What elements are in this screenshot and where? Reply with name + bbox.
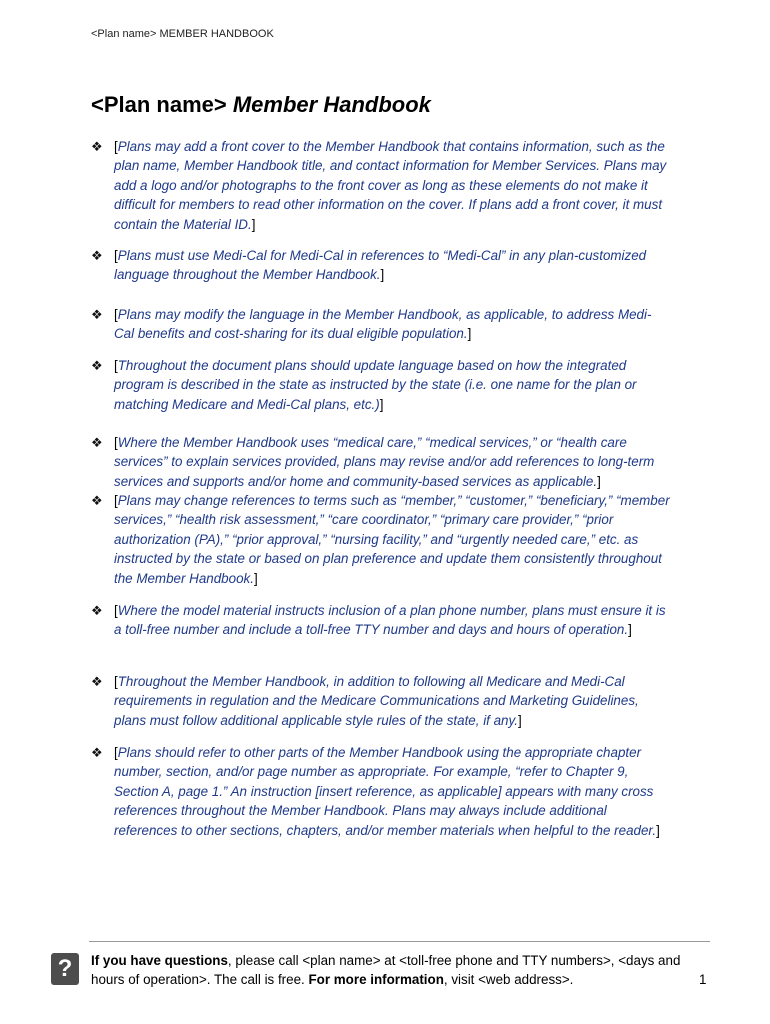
title-member-handbook: Member Handbook: [232, 92, 431, 117]
instruction-text: Throughout the Member Handbook, in addition to following all Medicare and Medi-Cal requirements in regulation and the Medicare Communications and Marketing Guidelines, plans must follow additional applicable style rules of the state, if any.: [114, 674, 639, 728]
title-plan-name: <Plan name>: [91, 92, 233, 117]
page-title: [91, 92, 431, 118]
diamond-bullet-icon: ❖: [91, 603, 103, 618]
diamond-bullet-icon: ❖: [91, 745, 103, 760]
diamond-bullet-icon: ❖: [91, 435, 103, 450]
instruction-item: ❖ [Plans must use Medi-Cal for Medi-Cal in references to “Medi-Cal” in any plan-customized language throughout the Member Handbook.]: [91, 248, 647, 283]
instruction-item: ❖ [Throughout the document plans should update language based on how the integrated program is described in the state as instructed by the state (i.e. one name for the plan or matching Medicare and Medi-Cal plans, etc.)]: [91, 358, 637, 412]
diamond-bullet-icon: ❖: [91, 493, 103, 508]
instruction-text: Plans may add a front cover to the Member Handbook that contains information, such as the plan name, Member Handbook title, and contact information for Member Services. Plans may add a logo and/or photographs to the front cover as long as these elements do not make it difficult for members to read other information on the cover. If plans add a front cover, it must contain the Material ID.: [114, 139, 667, 232]
running-header: <Plan name> MEMBER HANDBOOK: [91, 28, 274, 40]
question-mark-icon: ?: [51, 953, 79, 985]
instruction-text: Plans must use Medi-Cal for Medi-Cal in references to “Medi-Cal” in any plan-customized language throughout the Member Handbook.: [114, 248, 647, 283]
diamond-bullet-icon: ❖: [91, 139, 103, 154]
instruction-text: Throughout the document plans should update language based on how the integrated program is described in the state as instructed by the state (i.e. one name for the plan or matching Medicare and Medi-Cal plans, etc.): [114, 358, 637, 412]
instruction-item: ❖ [Plans may modify the language in the Member Handbook, as applicable, to address Medi-Cal benefits and cost-sharing for its dual eligible population.]: [91, 307, 652, 342]
footer-contact-text: [91, 951, 711, 990]
instruction-text: Where the model material instructs inclusion of a plan phone number, plans must ensure it is a toll-free number and include a toll-free TTY number and days and hours of operation.: [114, 603, 666, 638]
instruction-item: ❖ [Plans may add a front cover to the Member Handbook that contains information, such as the plan name, Member Handbook title, and contact information for Member Services. Plans may add a logo and/or photographs to the front cover as long as these elements do not make it difficult for members to read other information on the cover. If plans add a front cover, it must contain the Material ID.]: [91, 139, 667, 232]
diamond-bullet-icon: ❖: [91, 307, 103, 322]
instruction-item: ❖ [Where the Member Handbook uses “medical care,” “medical services,” or “health care services” to explain services provided, plans may revise and/or add references to long-term services and supports and/or home and community-based services as applicable.]: [91, 435, 655, 489]
instruction-text: Plans should refer to other parts of the Member Handbook using the appropriate chapter number, section, and/or page number as appropriate. For example, “refer to Chapter 9, Section A, page 1.” An instruction [insert reference, as applicable] appears with many cross references throughout the Member Handbook. Plans may always include additional references to other sections, chapters, and/or member materials when helpful to the reader.: [114, 745, 657, 838]
footer-divider: [89, 941, 710, 942]
instruction-item: ❖ [Plans should refer to other parts of the Member Handbook using the appropriate chapter number, section, and/or page number as appropriate. For example, “refer to Chapter 9, Section A, page 1.” An instruction [insert reference, as applicable] appears with many cross references throughout the Member Handbook. Plans may always include additional references to other sections, chapters, and/or member materials when helpful to the reader.]: [91, 745, 660, 838]
diamond-bullet-icon: ❖: [91, 674, 103, 689]
instruction-text: Where the Member Handbook uses “medical care,” “medical services,” or “health care services” to explain services provided, plans may revise and/or add references to long-term services and supports and/or home and community-based services as applicable.: [114, 435, 655, 489]
instruction-item: ❖ [Where the model material instructs inclusion of a plan phone number, plans must ensure it is a toll-free number and include a toll-free TTY number and days and hours of operation.]: [91, 603, 666, 638]
diamond-bullet-icon: ❖: [91, 248, 103, 263]
more-info-label: For more information: [308, 972, 444, 988]
instruction-text: Plans may modify the language in the Member Handbook, as applicable, to address Medi-Cal benefits and cost-sharing for its dual eligible population.: [114, 307, 652, 342]
more-info-text: , visit <web address>.: [443, 972, 574, 988]
questions-text: , please call <plan name> at <toll-free phone and TTY numbers>, <days and hours of operation>. The call is free.: [91, 953, 681, 988]
instruction-item: ❖ [Throughout the Member Handbook, in addition to following all Medicare and Medi-Cal requirements in regulation and the Medicare Communications and Marketing Guidelines, plans must follow additional applicable style rules of the state, if any.]: [91, 674, 639, 728]
instruction-item: ❖ [Plans may change references to terms such as “member,” “customer,” “beneficiary,” “member services,” “health risk assessment,” “care coordinator,” “primary care provider,” “prior authorization (PA),” “prior approval,” “nursing facility,” and “urgently needed care,” etc. as instructed by the state or based on plan preference and update them consistently throughout the Member Handbook.]: [91, 493, 670, 586]
instruction-text: Plans may change references to terms such as “member,” “customer,” “beneficiary,” “member services,” “health risk assessment,” “care coordinator,” “primary care provider,” “prior authorization (PA),” “prior approval,” “nursing facility,” and “urgently needed care,” etc. as instructed by the state or based on plan preference and update them consistently throughout the Member Handbook.: [114, 493, 670, 586]
page-number: 1: [699, 972, 707, 987]
questions-label: If you have questions: [91, 953, 228, 968]
diamond-bullet-icon: ❖: [91, 358, 103, 373]
